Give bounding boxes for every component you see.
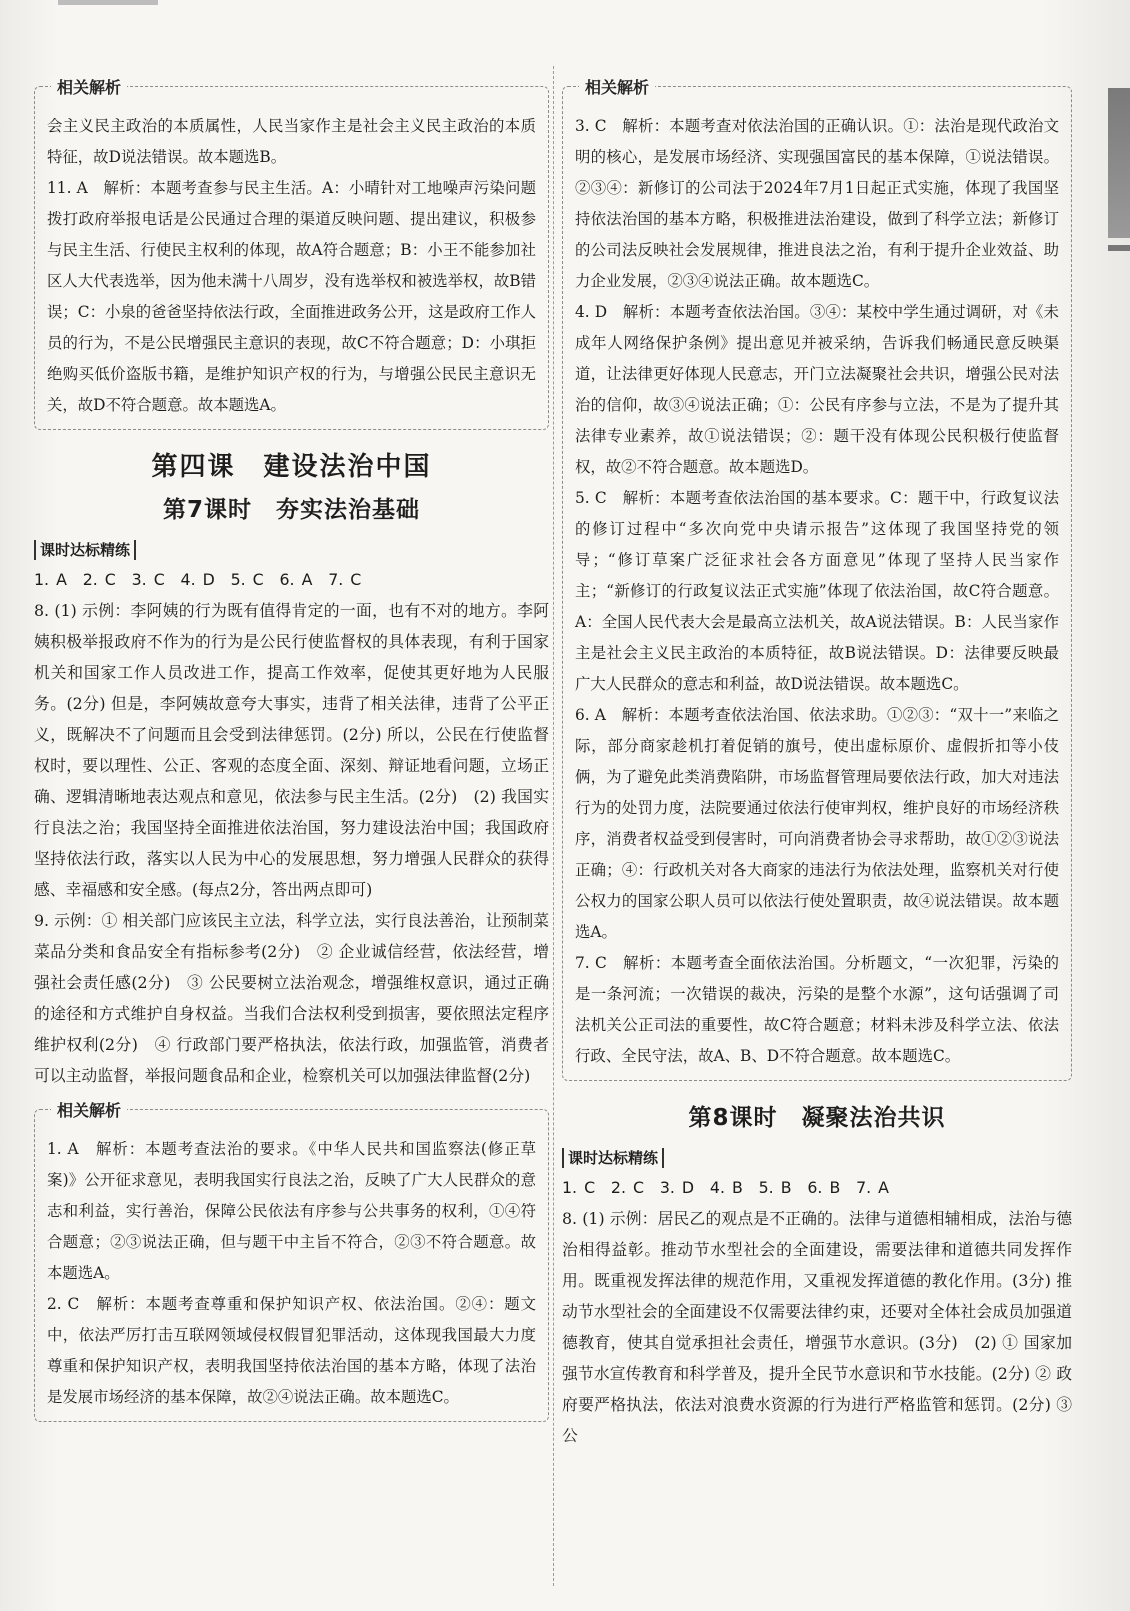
analysis-paragraph: 3. C 解析：本题考查对依法治国的正确认识。①：法治是现代政治文明的核心，是发展市场经济、实现强国富民的基本保障，①说法错误。②③④：新修订的公司法于2024年7月1日起正式实施，体现了我国坚持依法治国的基本方略，积极推进法治建设，做到了科学立法；新修订的公司法反映社会发展规律，推进良法之治，有利于提升企业效益、助力企业发展，②③④说法正确。故本题选C。 (575, 117, 1059, 290)
practice-tag: 课时达标精练 (34, 540, 136, 560)
analysis-box-title: 相关解析 (51, 75, 127, 98)
analysis-box-title: 相关解析 (51, 1098, 127, 1121)
analysis-paragraph: 5. C 解析：本题考查依法治国的基本要求。C：题干中，行政复议法的修订过程中“多次向党中央请示报告”这体现了我国坚持党的领导；“修订草案广泛征求社会各方面意见”体现了坚持人民当家作主；“新修订的行政复议法正式实施”体现了依法治国，故C符合题意。A：全国人民代表大会是最高立法机关，故A说法错误。B：人民当家作主是社会主义民主政治的本质特征，故B说法错误。D：法律要反映最广大人民群众的意志和利益，故D说法错误。故本题选C。 (575, 489, 1059, 693)
left-column (34, 74, 549, 1422)
analysis-paragraph: 11. A 解析：本题考查参与民主生活。A：小晴针对工地噪声污染问题拨打政府举报电话是公民通过合理的渠道反映问题、提出建议，积极参与民主生活、行使民主权利的体现，故A符合题意；B：小王不能参加社区人大代表选举，因为他未满十八周岁，没有选举权和被选举权，故B错误；C：小泉的爸爸坚持依法行政，全面推进政务公开，这是政府工作人员的行为，不是公民增强民主意识的表现，故C不符合题意；D：小琪拒绝购买低价盗版书籍，是维护知识产权的行为，与增强公民民主意识无关，故D不符合题意。故本题选A。 (47, 179, 536, 414)
side-tab (1108, 88, 1130, 238)
analysis-box-title: 相关解析 (579, 75, 655, 98)
analysis-box-right-1 (562, 78, 1072, 1081)
answer-key: 1. A 2. C 3. C 4. D 5. C 6. A 7. C (34, 570, 362, 589)
column-divider (553, 66, 554, 1586)
period-title: 第8课时 凝聚法治共识 (688, 1105, 946, 1131)
answer-question-9: 9. 示例：① 相关部门应该民主立法，科学立法，实行良法善治，让预制菜菜品分类和食品安全有指标参考(2分) ② 企业诚信经营，依法经营，增强社会责任感(2分) ③ 公民要树立法治观念，增强维权意识，通过正确的途径和方式维护自身权益。当我们合法权利受到损害，要依照法定程序维护权利(2分) ④ 行政部门要严格执法，依法行政，加强监管，消费者可以主动监督，举报问题食品和企业，检察机关可以加强法律监督(2分) (34, 911, 549, 1085)
top-decoration (58, 0, 158, 5)
analysis-paragraph: 2. C 解析：本题考查尊重和保护知识产权、依法治国。②④：题文中，依法严厉打击互联网领域侵权假冒犯罪活动，这体现我国最大力度尊重和保护知识产权，表明我国坚持依法治国的基本方略，体现了法治是发展市场经济的基本保障，故②④说法正确。故本题选C。 (47, 1295, 536, 1406)
analysis-paragraph: 1. A 解析：本题考查法治的要求。《中华人民共和国监察法(修正草案)》公开征求意见，表明我国实行良法之治，反映了广大人民群众的意志和利益，实行善治，保障公民依法有序参与公共事务的权利，①④符合题意；②③说法正确，但与题干中主旨不符合，②③不符合题意。故本题选A。 (47, 1140, 536, 1282)
analysis-box-left-1 (34, 78, 549, 430)
period-title: 第7课时 夯实法治基础 (162, 497, 420, 523)
analysis-paragraph: 6. A 解析：本题考查依法治国、依法求助。①②③：“双十一”来临之际，部分商家趁机打着促销的旗号，使出虚标原价、虚假折扣等小伎俩，为了避免此类消费陷阱，市场监督管理局要依法行政，加大对违法行为的处罚力度，法院要通过依法行使审判权，维护良好的市场经济秩序，消费者权益受到侵害时，可向消费者协会寻求帮助，故①②③说法正确；④：行政机关对各大商家的违法行为依法处理，监察机关对行使公权力的国家公职人员可以依法行使处置职责，故④说法错误。故本题选A。 (575, 706, 1059, 941)
analysis-paragraph: 4. D 解析：本题考查依法治国。③④：某校中学生通过调研，对《未成年人网络保护条例》提出意见并被采纳，告诉我们畅通民意反映渠道，让法律更好体现人民意志，开门立法凝聚社会共识，增强公民对法治的信仰，故③④说法正确；①：公民有序参与立法，不是为了提升其法律专业素养，故①说法错误；②：题干没有体现公民积极行使监督权，故②不符合题意。故本题选D。 (575, 303, 1059, 476)
answer-key: 1. C 2. C 3. D 4. B 5. B 6. B 7. A (562, 1178, 889, 1197)
analysis-paragraph: 会主义民主政治的本质属性，人民当家作主是社会主义民主政治的本质特征，故D说法错误。故本题选B。 (47, 117, 536, 166)
analysis-paragraph: 7. C 解析：本题考查全面依法治国。分析题文，“一次犯罪，污染的是一条河流；一次错误的裁决，污染的是整个水源”，这句话强调了司法机关公正司法的重要性，故C符合题意；材料未涉及科学立法、依法行政、全民守法，故A、B、D不符合题意。故本题选C。 (575, 954, 1059, 1065)
side-tab-mark (1108, 245, 1130, 251)
analysis-box-left-2 (34, 1101, 549, 1422)
right-column (562, 74, 1072, 1451)
lesson-title: 第四课 建设法治中国 (151, 452, 432, 482)
answer-question-8: 8. (1) 示例：李阿姨的行为既有值得肯定的一面，也有不对的地方。李阿姨积极举报政府不作为的行为是公民行使监督权的具体表现，有利于国家机关和国家工作人员改进工作，提高工作效率，促使其更好地为人民服务。(2分) 但是，李阿姨故意夸大事实，违背了相关法律，违背了公平正义，既解决不了问题而且会受到法律惩罚。(2分) 所以，公民在行使监督权时，要以理性、公正、客观的态度全面、深刻、辩证地看问题，立场正确、逻辑清晰地表达观点和意见，依法参与民主生活。(2分) (2) 我国实行良法之治；我国坚持全面推进依法治国，努力建设法治中国；我国政府坚持依法行政，落实以人民为中心的发展思想，努力增强人民群众的获得感、幸福感和安全感。(每点2分，答出两点即可) (34, 601, 549, 899)
answer-question-8: 8. (1) 示例：居民乙的观点是不正确的。法律与道德相辅相成，法治与德治相得益彰。推动节水型社会的全面建设，需要法律和道德共同发挥作用。既重视发挥法律的规范作用，又重视发挥道德的教化作用。(3分) 推动节水型社会的全面建设不仅需要法律约束，还要对全体社会成员加强道德教育，使其自觉承担社会责任，增强节水意识。(3分) (2) ① 国家加强节水宣传教育和科学普及，提升全民节水意识和节水技能。(2分) ② 政府要严格执法，依法对浪费水资源的行为进行严格监管和惩罚。(2分) ③ 公 (562, 1209, 1072, 1445)
practice-tag: 课时达标精练 (562, 1148, 664, 1168)
